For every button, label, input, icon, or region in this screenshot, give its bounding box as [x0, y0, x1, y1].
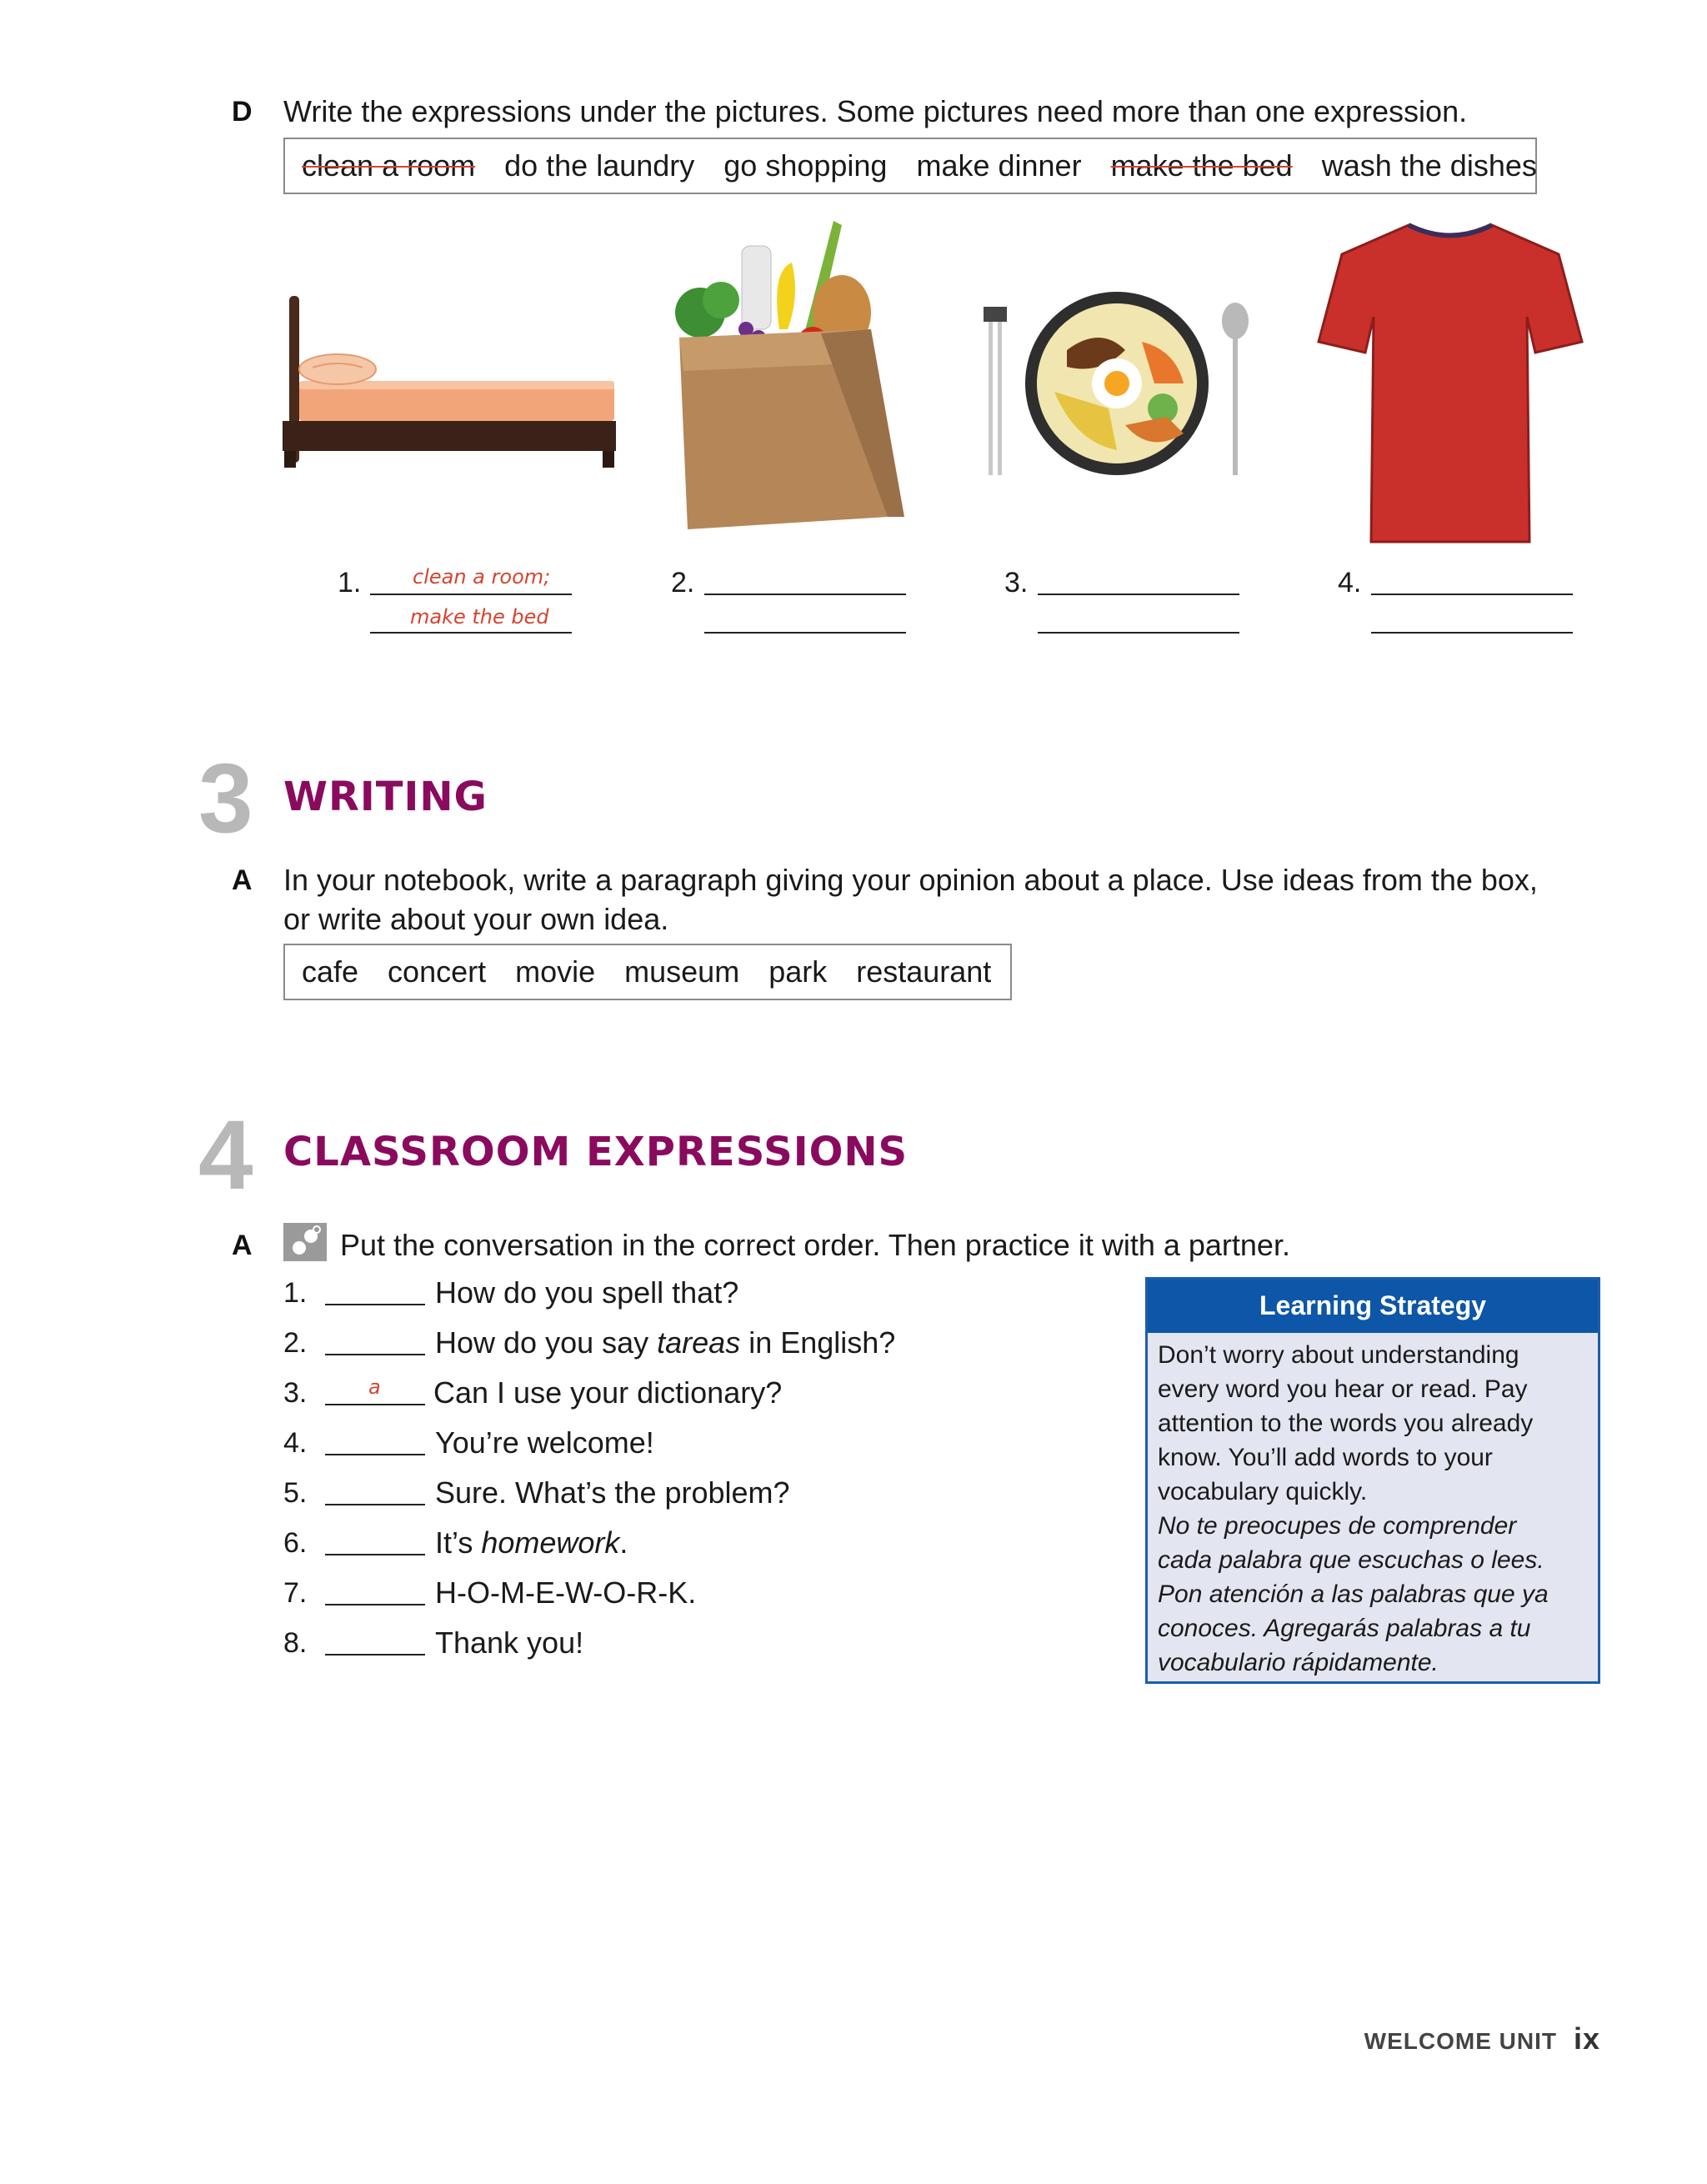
strategy-line: vocabulary quickly.: [1158, 1478, 1368, 1505]
section-title: WRITING: [283, 774, 488, 820]
order-blank[interactable]: [325, 1654, 425, 1656]
word-box-item: wash the dishes: [1321, 148, 1537, 183]
word-box-item: make the bed: [1110, 148, 1293, 183]
strategy-line-spanish: Pon atención a las palabras que ya: [1158, 1580, 1549, 1608]
conversation-line: H-O-M-E-W-O-R-K.: [435, 1575, 697, 1610]
word-box-item: cafe: [302, 954, 359, 989]
answer-line[interactable]: [1038, 594, 1239, 595]
strategy-line-spanish: No te preocupes de comprender: [1158, 1512, 1517, 1540]
word-box-item: park: [768, 954, 828, 989]
conversation-line: Thank you!: [435, 1625, 584, 1660]
conversation-line: It’s homework.: [435, 1525, 628, 1560]
strategy-line-spanish: conoces. Agregarás palabras a tu: [1158, 1615, 1531, 1642]
item-number: 7.: [283, 1577, 308, 1609]
answer-line[interactable]: [1371, 594, 1573, 595]
conversation-line: Can I use your dictionary?: [433, 1375, 783, 1410]
answer-line[interactable]: [370, 594, 572, 595]
page-number: ix: [1573, 2021, 1600, 2056]
picture-number: 3.: [1004, 567, 1029, 599]
picture-number: 4.: [1338, 567, 1362, 599]
exercise-letter: A: [232, 864, 253, 896]
word-box-item: clean a room: [302, 148, 476, 183]
strategy-line: Don’t worry about understanding: [1158, 1341, 1519, 1369]
strategy-line-spanish: cada palabra que escuchas o lees.: [1158, 1546, 1544, 1574]
word-box-places: [283, 944, 1012, 1000]
conversation-line: How do you say tareas in English?: [435, 1325, 896, 1360]
handwritten-answer: a: [368, 1375, 381, 1399]
exercise-letter: A: [232, 1230, 253, 1261]
learning-strategy-title: Learning Strategy: [1148, 1280, 1598, 1333]
word-box-item: make dinner: [916, 148, 1082, 183]
learning-strategy-box: [1145, 1277, 1600, 1684]
item-number: 3.: [283, 1377, 308, 1409]
t-shirt-icon: [1317, 221, 1584, 546]
conversation-line: You’re welcome!: [435, 1425, 654, 1460]
food-bowl-icon: [975, 292, 1259, 483]
picture-number: 2.: [671, 567, 695, 599]
pair-work-icon: [283, 1223, 327, 1261]
picture-number: 1.: [338, 567, 362, 599]
word-box-item: concert: [388, 954, 487, 989]
exercise-d-instruction: Write the expressions under the pictures. Some pictures need more than one expression.: [283, 94, 1468, 128]
exercise-letter-d: D: [232, 96, 253, 128]
item-number: 8.: [283, 1627, 308, 1659]
learning-strategy-body: [1148, 1333, 1598, 1685]
conversation-line: How do you spell that?: [435, 1275, 739, 1310]
answer-line[interactable]: [1038, 632, 1239, 634]
strategy-line-spanish: vocabulario rápidamente.: [1158, 1649, 1439, 1676]
item-number: 1.: [283, 1277, 308, 1309]
exercise-instruction: or write about your own idea.: [283, 902, 669, 936]
strategy-line: every word you hear or read. Pay: [1158, 1375, 1528, 1403]
strategy-line: attention to the words you already: [1158, 1410, 1534, 1437]
handwritten-answer: clean a room;: [413, 565, 551, 589]
exercise-instruction: Put the conversation in the correct order. Then practice it with a partner.: [340, 1228, 1290, 1262]
word-box-item: restaurant: [856, 954, 992, 989]
strategy-line: know. You’ll add words to your: [1158, 1444, 1493, 1471]
item-number: 4.: [283, 1427, 308, 1459]
section-title: CLASSROOM EXPRESSIONS: [283, 1129, 909, 1175]
item-number: 5.: [283, 1477, 308, 1509]
conversation-line: Sure. What’s the problem?: [435, 1475, 790, 1510]
answer-line[interactable]: [704, 594, 906, 595]
section-number: 4: [198, 1100, 250, 1210]
order-blank[interactable]: [325, 1504, 425, 1505]
handwritten-answer: make the bed: [410, 605, 549, 629]
word-box-item: do the laundry: [504, 148, 695, 183]
order-blank[interactable]: [325, 1354, 425, 1355]
item-number: 6.: [283, 1527, 308, 1559]
bed-icon: [279, 288, 623, 475]
word-box-item: museum: [624, 954, 740, 989]
word-box-item: go shopping: [723, 148, 888, 183]
item-number: 2.: [283, 1327, 308, 1359]
word-box-d: [283, 138, 1537, 194]
answer-line[interactable]: [370, 632, 572, 634]
order-blank[interactable]: [325, 1304, 425, 1305]
answer-line[interactable]: [1371, 632, 1573, 634]
section-number: 3: [198, 744, 250, 854]
order-blank[interactable]: [325, 1604, 425, 1605]
order-blank[interactable]: [325, 1554, 425, 1555]
exercise-instruction: In your notebook, write a paragraph giving your opinion about a place. Use ideas from the box,: [283, 863, 1538, 897]
page-footer: [1364, 2021, 1600, 2056]
order-blank[interactable]: [325, 1404, 425, 1405]
unit-label: WELCOME UNIT: [1364, 2028, 1557, 2054]
word-box-item: movie: [515, 954, 596, 989]
answer-line[interactable]: [704, 632, 906, 634]
grocery-bag-icon: [663, 221, 913, 546]
order-blank[interactable]: [325, 1454, 425, 1455]
